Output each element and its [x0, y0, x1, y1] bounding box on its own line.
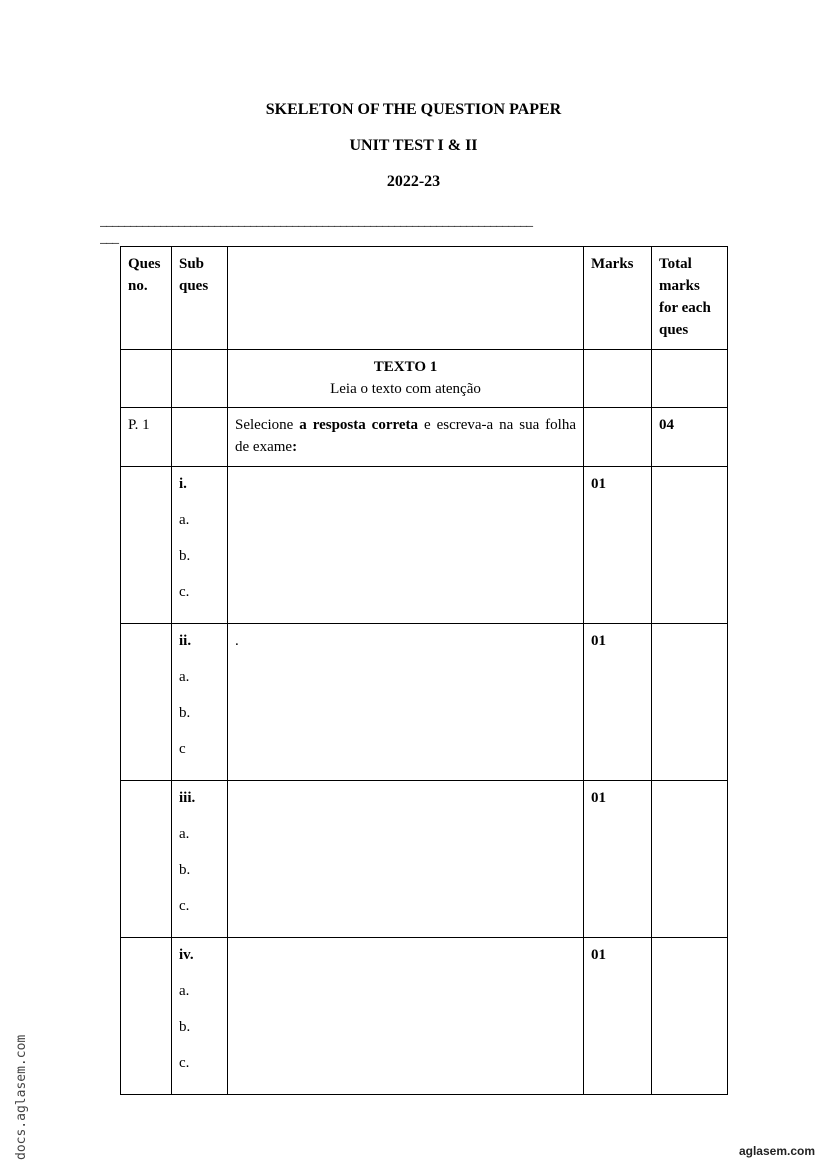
option-label: b. — [179, 548, 191, 564]
cell-empty — [584, 408, 652, 467]
header-description — [228, 247, 584, 350]
sub-question-label: iii. — [179, 790, 196, 806]
section-cell — [228, 350, 584, 408]
sub-question-marks: 01 — [584, 624, 652, 781]
option-label: b. — [179, 705, 191, 721]
cell-empty — [652, 781, 728, 938]
cell-empty — [652, 350, 728, 408]
question-instruction — [228, 408, 584, 467]
section-row — [121, 350, 728, 408]
cell-empty — [584, 350, 652, 408]
cell-empty — [652, 624, 728, 781]
sub-question-marks: 01 — [584, 467, 652, 624]
option-label: b. — [179, 1019, 191, 1035]
header-total-marks: Total marks for each ques — [652, 247, 728, 350]
sub-question-cell — [172, 467, 228, 624]
separator-line: ________________________________________________________________________ — [100, 214, 532, 229]
paper-year: 2022-23 — [386, 173, 441, 190]
sub-question-marks: 01 — [584, 938, 652, 1095]
cell-empty — [121, 938, 172, 1095]
option-label: a. — [179, 983, 190, 999]
question-table — [120, 246, 728, 1095]
sub-question-label: iv. — [179, 947, 194, 963]
sub-question-text — [228, 467, 584, 624]
header-sub-ques: Sub ques — [172, 247, 228, 350]
cell-empty — [121, 467, 172, 624]
instruction-text-end: e escreva-a na sua folha de exame — [235, 417, 576, 455]
instruction-text: Selecione — [235, 417, 300, 433]
option-label: a. — [179, 512, 190, 528]
instruction-bold: a resposta correta — [299, 417, 419, 433]
section-subtitle: Leia o texto com atenção — [330, 381, 481, 397]
sub-question-text — [228, 938, 584, 1095]
option-label: a. — [179, 669, 190, 685]
sub-question-text — [228, 781, 584, 938]
question-row — [121, 408, 728, 467]
sub-question-row — [121, 624, 728, 781]
sub-question-marks: 01 — [584, 781, 652, 938]
cell-empty — [121, 781, 172, 938]
option-label: c. — [179, 584, 190, 600]
cell-empty — [121, 350, 172, 408]
option-label: c. — [179, 1055, 190, 1071]
header-ques-no: Ques no. — [121, 247, 172, 350]
header-marks: Marks — [584, 247, 652, 350]
sub-question-cell — [172, 938, 228, 1095]
cell-empty — [172, 408, 228, 467]
instruction-colon: : — [292, 439, 298, 455]
cell-empty — [121, 624, 172, 781]
option-label: b. — [179, 862, 191, 878]
paper-title: SKELETON OF THE QUESTION PAPER — [265, 101, 562, 118]
cell-empty — [652, 467, 728, 624]
header-row — [121, 247, 728, 350]
sub-question-label: i. — [179, 476, 187, 492]
sub-question-row — [121, 938, 728, 1095]
sub-question-cell — [172, 624, 228, 781]
question-total-marks: 04 — [652, 408, 728, 467]
option-label: a. — [179, 826, 190, 842]
paper-subtitle: UNIT TEST I & II — [349, 137, 478, 154]
sub-question-row — [121, 467, 728, 624]
sub-question-text: . — [228, 624, 584, 781]
sub-question-row — [121, 781, 728, 938]
separator-line-tail: ___ — [100, 231, 118, 246]
sub-question-label: ii. — [179, 633, 192, 649]
cell-empty — [172, 350, 228, 408]
cell-empty — [652, 938, 728, 1095]
section-title: TEXTO 1 — [373, 359, 438, 375]
watermark-vertical: docs.aglasem.com — [14, 1034, 29, 1160]
option-label: c. — [179, 898, 190, 914]
question-number: P. 1 — [121, 408, 172, 467]
sub-question-cell — [172, 781, 228, 938]
option-label: c — [179, 741, 186, 757]
watermark-corner: aglasem.com — [738, 1144, 815, 1158]
